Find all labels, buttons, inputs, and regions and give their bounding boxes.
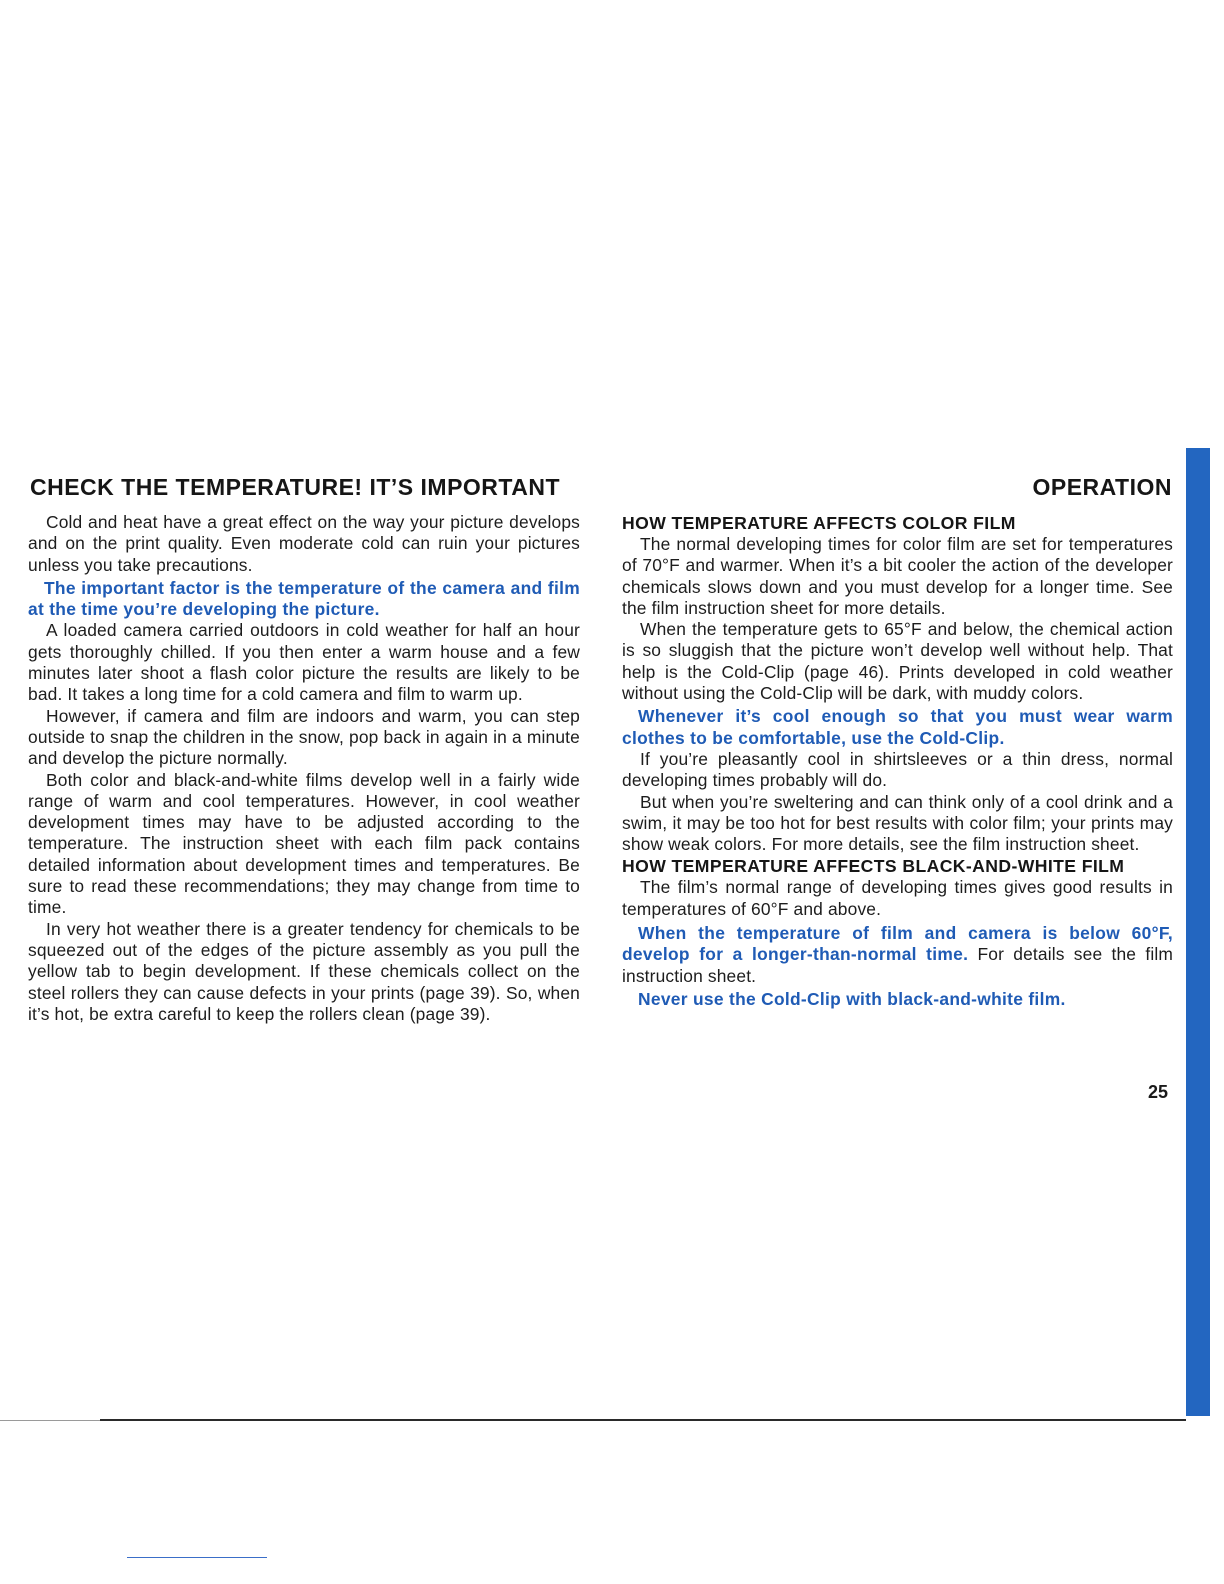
paragraph: Both color and black-and-white films develop well in a fairly wide range of warm and cool temperatures. However, in cool weather development times may have to be adjusted according to the temperature. The instruction sheet with each film pack contains detailed information about development times and temperatures. Be sure to read these recommendations; they may change from time to time.: [28, 769, 580, 918]
right-column: [622, 512, 1173, 1010]
paragraph: However, if camera and film are indoors and warm, you can step outside to snap the children in the snow, pop back in again in a minute and develop the picture normally.: [28, 705, 580, 769]
section-tab-marker: [1186, 448, 1210, 1416]
section-title: OPERATION: [1032, 474, 1172, 500]
highlight-paragraph: The important factor is the temperature of the camera and film at the time you’re developing the picture.: [28, 577, 580, 620]
highlight-paragraph: Whenever it’s cool enough so that you must wear warm clothes to be comfortable, use the Cold-Clip.: [622, 706, 1173, 748]
highlight-paragraph: Never use the Cold-Clip with black-and-white film.: [638, 988, 1066, 1009]
mixed-paragraph: [622, 923, 1173, 987]
paragraph: When the temperature gets to 65°F and below, the chemical action is so sluggish that the picture won’t develop well without help. That help is the Cold-Clip (page 46). Prints developed in cold weather without using the Cold-Clip will be dark, with muddy colors.: [622, 619, 1173, 704]
section-heading-color-film: HOW TEMPERATURE AFFECTS COLOR FILM: [622, 513, 1016, 533]
section-heading-bw-film: HOW TEMPERATURE AFFECTS BLACK-AND-WHITE FILM: [622, 856, 1125, 877]
page-title: CHECK THE TEMPERATURE! IT’S IMPORTANT: [30, 474, 561, 500]
paragraph: But when you’re sweltering and can think only of a cool drink and a swim, it may be too hot for best results with color film; your prints may show weak colors. For more details, see the film instruction sheet.: [622, 791, 1173, 855]
left-column: [28, 512, 580, 1025]
bottom-rule-left: [0, 1420, 100, 1421]
paragraph: The normal developing times for color film are set for temperatures of 70°F and warmer. When it’s a bit cooler the action of the developer chemicals slows down and you must develop for a longer time. See the film instruction sheet for more details.: [622, 534, 1173, 618]
paragraph: In very hot weather there is a greater tendency for chemicals to be squeezed out of the edges of the picture assembly as you pull the yellow tab to begin development. If these chemicals collect on the steel rollers they can cause defects in your prints (page 39). So, when it’s hot, be extra careful to keep the rollers clean (page 39).: [28, 918, 580, 1024]
paragraph: Cold and heat have a great effect on the way your picture develops and on the print quality. Even moderate cold can ruin your pictures unless you take precautions.: [28, 512, 580, 575]
page-number: 25: [1148, 1082, 1169, 1102]
highlight-text: When the temperature of film and camera is below 60°F, develop for a longer-than-normal time.: [622, 923, 1173, 965]
paragraph: A loaded camera carried outdoors in cold weather for half an hour gets thoroughly chilled. If you then enter a warm house and a few minutes later shoot a flash color picture the results are likely to be bad. It takes a long time for a cold camera and film to warm up.: [28, 620, 580, 705]
bottom-rule: [100, 1419, 1186, 1421]
margin-blue-line: [127, 1557, 267, 1558]
paragraph: The film’s normal range of developing times gives good results in temperatures of 60°F and above.: [622, 877, 1173, 919]
paragraph: If you’re pleasantly cool in shirtsleeves or a thin dress, normal developing times probably will do.: [622, 748, 1173, 791]
paragraph-tail: For details see the film instruction sheet.: [622, 944, 1173, 986]
